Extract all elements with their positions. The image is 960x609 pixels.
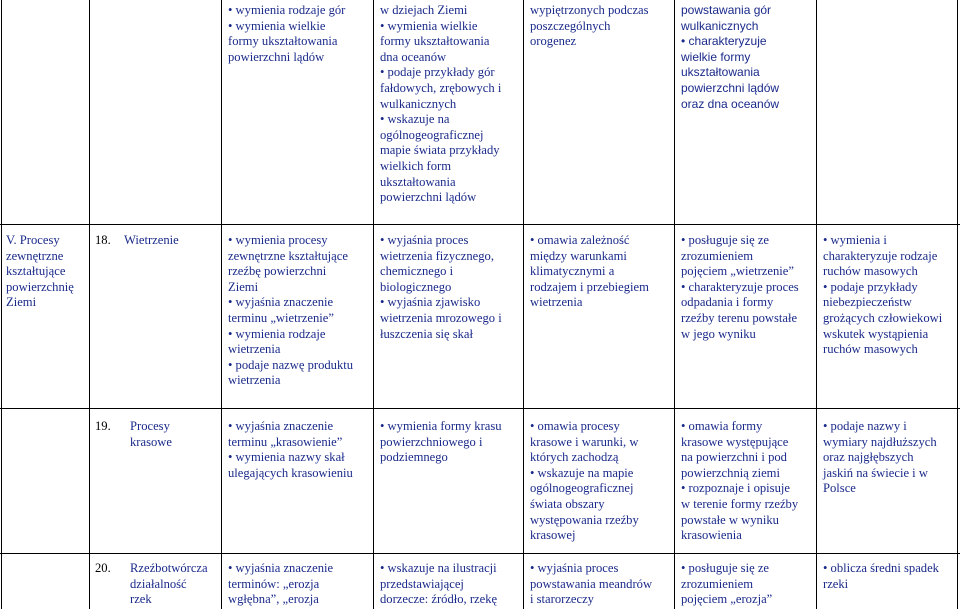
cell-line: między warunkami [530, 248, 627, 263]
table-cell [681, 561, 772, 608]
lesson-topic [130, 419, 172, 450]
column-divider [89, 0, 90, 609]
cell-line: w terenie formy rzeźby [681, 496, 799, 511]
lesson-number [95, 419, 111, 435]
cell-line: rodzajem i przebiegiem [530, 279, 649, 294]
cell-line: pojęciem „erozja” [681, 592, 773, 607]
cell-line: • oblicza średni spadek [823, 561, 939, 575]
cell-line: • omawia zależność [530, 233, 630, 247]
cell-line: • wskazuje na [380, 112, 450, 127]
cell-line: w dziejach Ziemi [380, 3, 468, 17]
table-cell [823, 561, 939, 592]
lesson-topic [124, 233, 179, 249]
cell-line: odpadania i formy [681, 295, 774, 310]
cell-line: terminu „krasowienie” [228, 434, 343, 449]
cell-line: terminów: „erozja [228, 576, 320, 591]
cell-line: • posługuje się ze [681, 233, 769, 247]
cell-line: krasowe i warunki, w [530, 434, 639, 449]
cell-line: ogólnogeograficznej [380, 127, 484, 142]
table-cell [530, 3, 649, 50]
cell-line: ogólnogeograficznej [530, 481, 634, 496]
cell-line: powstawania gór [681, 3, 772, 17]
cell-line: • wymienia formy krasu [380, 419, 502, 433]
cell-line: zewnętrzne kształtujące [228, 248, 348, 263]
cell-line: • wymienia wielkie [380, 18, 478, 33]
cell-line: fałdowych, zrębowych i [380, 80, 502, 95]
cell-line: dorzecze: źródło, rzekę [380, 592, 498, 607]
cell-line: krasowej [530, 528, 576, 543]
cell-line: • charakteryzuje [681, 34, 767, 49]
cell-line: powierzchniowego i [380, 434, 483, 449]
cell-line: jaskiń na świecie i w [823, 465, 928, 480]
cell-line: powierzchnią ziemi [681, 465, 780, 480]
cell-line: • podaje nazwę produktu [228, 357, 354, 372]
cell-line: ulegających krasowieniu [228, 465, 353, 480]
cell-line: ukształtowania [380, 174, 456, 189]
cell-line: i starorzeczy [530, 592, 594, 607]
cell-line: wypiętrzonych podczas [530, 3, 649, 17]
cell-line: • wymienia i [823, 233, 887, 247]
cell-line: • wymienia rodzaje [228, 326, 326, 341]
cell-line: krasowe [130, 434, 172, 449]
cell-line: wgłębna”, „erozja [228, 592, 319, 607]
cell-line: formy ukształtowania [380, 34, 490, 49]
cell-line: grożących człowiekowi [823, 310, 943, 325]
cell-line: ruchów masowych [823, 342, 918, 357]
cell-line: 19. [95, 419, 111, 433]
table-cell [228, 3, 345, 65]
cell-line: wietrzenia [530, 295, 583, 310]
column-divider [1, 0, 2, 609]
cell-line: 18. [95, 233, 111, 247]
table-cell [228, 419, 353, 481]
column-divider [674, 0, 675, 609]
cell-line: rzeki [823, 576, 849, 591]
cell-line: • wymienia procesy [228, 233, 328, 247]
cell-line: krasowe występujące [681, 434, 789, 449]
column-divider [221, 0, 222, 609]
cell-line: rzek [130, 592, 152, 607]
cell-line: terminu „wietrzenie” [228, 310, 334, 325]
table-cell [530, 233, 649, 311]
lesson-number [95, 233, 111, 249]
cell-line: powierzchni lądów [681, 80, 780, 95]
row-divider [0, 224, 960, 225]
table-cell [380, 561, 497, 608]
cell-line: wulkanicznych [681, 18, 759, 33]
cell-line: • podaje przykłady gór [380, 65, 495, 80]
table-cell [530, 419, 639, 544]
column-divider [373, 0, 374, 609]
cell-line: mapie świata przykłady [380, 143, 500, 158]
cell-line: • wskazuje na mapie [530, 465, 634, 480]
cell-line: • wskazuje na ilustracji [380, 561, 497, 575]
table-cell [823, 419, 937, 497]
table-cell [681, 233, 799, 342]
column-divider [816, 0, 817, 609]
cell-line: świata obszary [530, 496, 605, 511]
cell-line: zrozumieniem [681, 248, 754, 263]
cell-line: na powierzchni i pod [681, 450, 787, 465]
cell-line: wielkie formy [681, 49, 751, 64]
cell-line: • wyjaśnia zjawisko [380, 295, 481, 310]
cell-line: • charakteryzuje proces [681, 279, 799, 294]
cell-line: orogenez [530, 34, 577, 49]
cell-line: charakteryzuje rodzaje [823, 248, 938, 263]
cell-line: pojęciem „wietrzenie” [681, 264, 794, 279]
cell-line: oraz dna oceanów [681, 96, 780, 111]
cell-line: Rzeźbotwórcza [130, 561, 208, 575]
cell-line: powierzchni lądów [380, 190, 477, 205]
cell-line: V. Procesy [6, 233, 60, 247]
cell-line: formy ukształtowania [228, 34, 338, 49]
cell-line: krasowienia [681, 528, 742, 543]
section-title-cell [6, 233, 74, 311]
cell-line: łuszczenia się skał [380, 326, 474, 341]
cell-line: Ziemi [6, 295, 37, 310]
cell-line: • wyjaśnia znaczenie [228, 561, 334, 575]
row-divider [0, 553, 960, 554]
cell-line: ukształtowania [681, 65, 760, 80]
table-cell [823, 233, 942, 358]
cell-line: Ziemi [228, 279, 259, 294]
cell-line: wulkanicznych [380, 96, 457, 111]
lesson-topic [130, 561, 208, 608]
cell-line: wymiary najdłuższych [823, 434, 937, 449]
table-cell [228, 233, 353, 389]
cell-line: których zachodzą [530, 450, 619, 465]
row-divider [0, 408, 960, 409]
cell-line: • wymienia rodzaje gór [228, 3, 346, 17]
table-cell [530, 561, 652, 608]
cell-line: ruchów masowych [823, 264, 918, 279]
cell-line: biologicznego [380, 279, 452, 294]
cell-line: wietrzenia [228, 373, 281, 388]
cell-line: występowania rzeźby [530, 512, 639, 527]
cell-line: • omawia procesy [530, 419, 620, 433]
cell-line: rzeźbę powierzchni [228, 264, 327, 279]
cell-line: przedstawiającej [380, 576, 464, 591]
cell-line: • podaje nazwy i [823, 419, 907, 433]
lesson-number [95, 561, 111, 577]
cell-line: 20. [95, 561, 111, 575]
cell-line: wskutek wystąpienia [823, 326, 929, 341]
cell-line: niebezpieczeństw [823, 295, 912, 310]
table-cell [380, 3, 501, 206]
cell-line: • omawia formy [681, 419, 763, 433]
cell-line: • wyjaśnia proces [380, 233, 469, 247]
cell-line: Polsce [823, 481, 856, 496]
cell-line: dna oceanów [380, 49, 447, 64]
table-cell [681, 419, 798, 544]
cell-line: wietrzenia fizycznego, [380, 248, 494, 263]
cell-line: wietrzenia mrozowego i [380, 310, 502, 325]
cell-line: powierzchni lądów [228, 49, 325, 64]
table-cell [380, 419, 502, 466]
cell-line: • posługuje się ze [681, 561, 769, 575]
cell-line: • wyjaśnia znaczenie [228, 419, 334, 433]
cell-line: zewnętrzne [6, 248, 64, 263]
cell-line: • wyjaśnia proces [530, 561, 619, 575]
cell-line: powierzchnię [6, 279, 74, 294]
cell-line: chemicznego i [380, 264, 454, 279]
cell-line: • wyjaśnia znaczenie [228, 295, 334, 310]
cell-line: rzeźby terenu powstałe [681, 310, 798, 325]
cell-line: wielkich form [380, 158, 451, 173]
cell-line: podziemnego [380, 450, 448, 465]
cell-line: • wymienia wielkie [228, 18, 326, 33]
cell-line: Wietrzenie [124, 233, 179, 247]
table-cell [228, 561, 333, 608]
column-divider [957, 0, 958, 609]
cell-line: w jego wyniku [681, 326, 756, 341]
cell-line: działalność [130, 576, 187, 591]
cell-line: poszczególnych [530, 18, 611, 33]
cell-line: • wymienia nazwy skał [228, 450, 345, 465]
cell-line: oraz najgłębszych [823, 450, 914, 465]
cell-line: zrozumieniem [681, 576, 754, 591]
table-cell [380, 233, 502, 342]
cell-line: kształtujące [6, 264, 66, 279]
cell-line: • podaje przykłady [823, 279, 918, 294]
cell-line: powstałe w wyniku [681, 512, 779, 527]
cell-line: • rozpoznaje i opisuje [681, 481, 790, 496]
cell-line: wietrzenia [228, 342, 281, 357]
cell-line: powstawania meandrów [530, 576, 653, 591]
cell-line: klimatycznymi a [530, 264, 615, 279]
cell-line: Procesy [130, 419, 170, 433]
table-cell [681, 3, 779, 112]
column-divider [523, 0, 524, 609]
